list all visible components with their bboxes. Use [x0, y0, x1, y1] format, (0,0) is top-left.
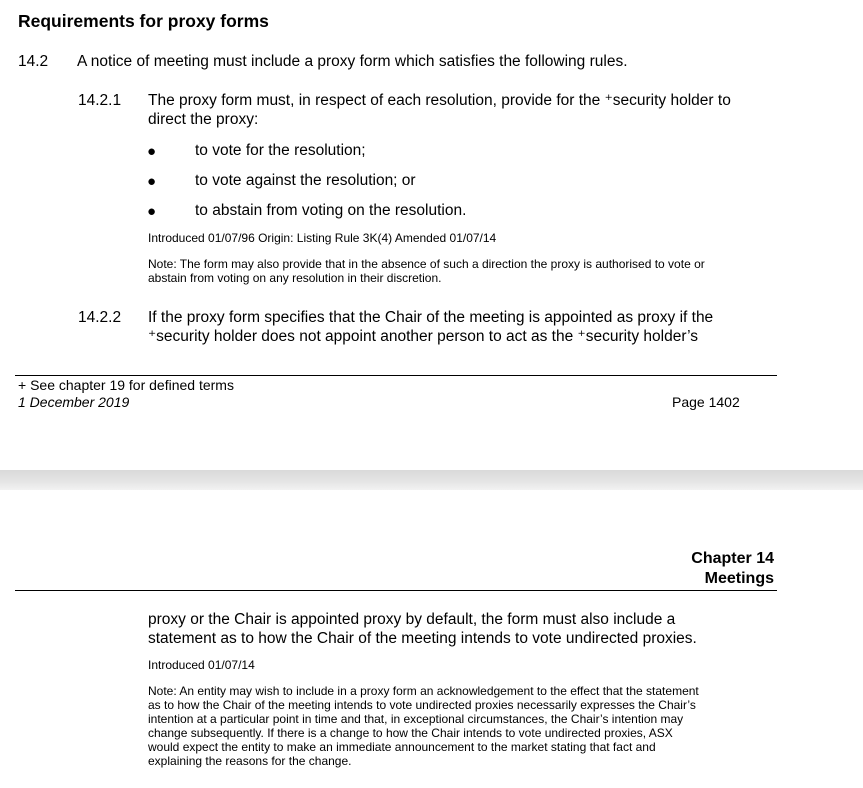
rule-number-14-2-2: 14.2.2 [78, 309, 122, 326]
continuation-line2: statement as to how the Chair of the meeting intends to vote undirected proxies. [148, 630, 697, 647]
note-line: Note: An entity may wish to include in a proxy form an acknowledgement to the effect that the statement [148, 684, 699, 698]
bullet-icon: ● [147, 143, 157, 160]
bullet-icon: ● [147, 173, 157, 190]
rule-text-14-2: A notice of meeting must include a proxy form which satisfies the following rules. [77, 53, 628, 70]
bullet-item: to vote for the resolution; [195, 142, 366, 159]
rule-number-14-2: 14.2 [18, 53, 49, 70]
page-number: Page 1402 [672, 394, 740, 410]
page-separator [0, 470, 863, 490]
bullet-item: to vote against the resolution; or [195, 172, 416, 189]
footer-date: 1 December 2019 [18, 394, 130, 410]
rule-text-14-2-2-line2: ⁺security holder does not appoint another person to act as the ⁺security holder’s [148, 328, 699, 345]
rule-number-14-2-1: 14.2.1 [78, 92, 122, 109]
rule-text-14-2-2-line1: If the proxy form specifies that the Chair of the meeting is appointed as proxy if the [148, 309, 714, 326]
rule-text-14-2-1-line2: direct the proxy: [148, 111, 259, 128]
header-divider [15, 590, 777, 591]
note-line: abstain from voting on any resolution in their discretion. [148, 271, 442, 285]
note-line: explaining the reasons for the change. [148, 754, 352, 768]
note-line: Note: The form may also provide that in the absence of such a direction the proxy is authorised to vote or [148, 257, 705, 271]
continuation-line1: proxy or the Chair is appointed proxy by default, the form must also include a [148, 611, 676, 628]
section-heading: Requirements for proxy forms [18, 11, 269, 31]
note-line: as to how the Chair of the meeting intends to vote undirected proxies necessarily expresses the Chair’s [148, 698, 696, 712]
note-line: change subsequently. If there is a change to how the Chair intends to vote undirected proxies, ASX [148, 726, 673, 740]
bullet-item: to abstain from voting on the resolution. [195, 202, 467, 219]
chapter-label: Chapter 14 [691, 550, 774, 567]
history-note: Introduced 01/07/14 [148, 658, 255, 672]
footer-divider [15, 375, 777, 376]
bullet-icon: ● [147, 203, 157, 220]
note-line: intention at a particular point in time and that, in exceptional circumstances, the Chair’s intention may [148, 712, 684, 726]
defined-terms-note: + See chapter 19 for defined terms [18, 377, 234, 393]
chapter-title: Meetings [704, 570, 774, 587]
history-note: Introduced 01/07/96 Origin: Listing Rule 3K(4) Amended 01/07/14 [148, 231, 497, 245]
note-line: would expect the entity to make an immediate announcement to the market stating that fact and [148, 740, 656, 754]
rule-text-14-2-1-line1: The proxy form must, in respect of each resolution, provide for the ⁺security holder to [148, 92, 731, 109]
